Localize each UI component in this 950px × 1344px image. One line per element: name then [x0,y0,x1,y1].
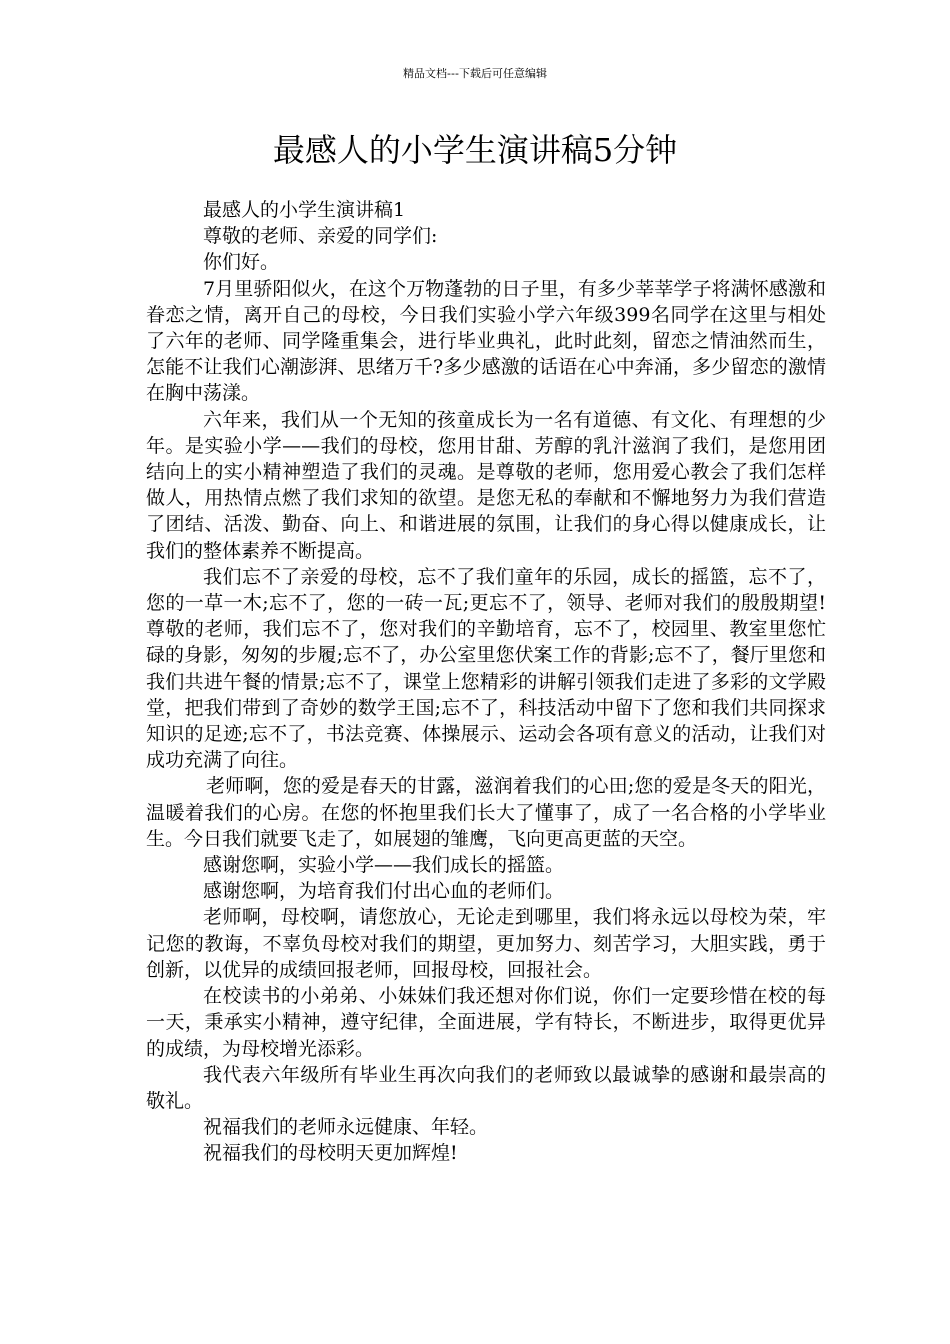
speech-heading: 最感人的小学生演讲稿1 [203,199,406,221]
greeting: 你们好。 [203,251,280,274]
paragraph: 我们忘不了亲爱的母校，忘不了我们童年的乐园，成长的摇篮，忘不了，您的一草一木;忘不了，您的一砖一瓦;更忘不了，领导、老师对我们的殷殷期望!尊敬的老师，我们忘不了，您对我们的辛勤培育，忘不了，校园里、教室里您忙碌的身影，匆匆的步履;忘不了，办公室里您伏案工作的背影;忘不了，餐厅里您和我们共进午餐的情景;忘不了，课堂上您精彩的讲解引领我们走进了多彩的文学殿堂，把我们带到了奇妙的数学王国;忘不了，科技活动中留下了您和我们共同探求知识的足迹;忘不了，书法竞赛、体操展示、运动会各项有意义的活动，让我们对成功充满了向往。 [146,565,826,772]
salutation: 尊敬的老师、亲爱的同学们: [203,225,438,248]
paragraph: 老师啊，母校啊，请您放心，无论走到哪里，我们将永远以母校为荣，牢记您的教诲，不辜负母校对我们的期望，更加努力、刻苦学习，大胆实践，勇于创新，以优异的成绩回报老师，回报母校，回报社会。 [146,906,826,981]
paragraph: 六年来，我们从一个无知的孩童成长为一名有道德、有文化、有理想的少年。是实验小学——我们的母校，您用甘甜、芳醇的乳汁滋润了我们，是您用团结向上的实小精神塑造了我们的灵魂。是尊敬的老师，您用爱心教会了我们怎样做人，用热情点燃了我们求知的欲望。是您无私的奉献和不懈地努力为我们营造了团结、活泼、勤奋、向上、和谐进展的氛围，让我们的身心得以健康成长，让我们的整体素养不断提高。 [146,408,826,562]
paragraph: 我代表六年级所有毕业生再次向我们的老师致以最诚挚的感谢和最崇高的敬礼。 [146,1063,826,1112]
header-note: 精品文档---下载后可任意编辑 [403,67,547,80]
paragraph: 7月里骄阳似火，在这个万物蓬勃的日子里，有多少莘莘学子将满怀感激和眷恋之情，离开自己的母校，今日我们实验小学六年级399名同学在这里与相处了六年的老师、同学隆重集会，进行毕业典礼，此时此刻，留恋之情油然而生，怎能不让我们心潮澎湃、思绪万千?多少感激的话语在心中奔涌，多少留恋的激情在胸中荡漾。 [146,277,826,405]
paragraph: 感谢您啊，实验小学——我们成长的摇篮。 [203,854,565,877]
document-body [146,197,826,1167]
closing-wish: 祝福我们的老师永远健康、年轻。 [203,1116,489,1139]
paragraph: 在校读书的小弟弟、小妹妹们我还想对你们说，你们一定要珍惜在校的每一天，秉承实小精神，遵守纪律，全面进展，学有特长，不断进步，取得更优异的成绩，为母校增光添彩。 [146,985,826,1060]
document-title: 最感人的小学生演讲稿5分钟 [272,131,678,169]
closing-wish: 祝福我们的母校明天更加辉煌! [203,1142,458,1165]
paragraph: 感谢您啊，为培育我们付出心血的老师们。 [203,880,565,903]
paragraph: 老师啊，您的爱是春天的甘露，滋润着我们的心田;您的爱是冬天的阳光，温暖着我们的心房。在您的怀抱里我们长大了懂事了，成了一名合格的小学毕业生。今日我们就要飞走了，如展翅的雏鹰，飞向更高更蓝的天空。 [146,775,826,850]
